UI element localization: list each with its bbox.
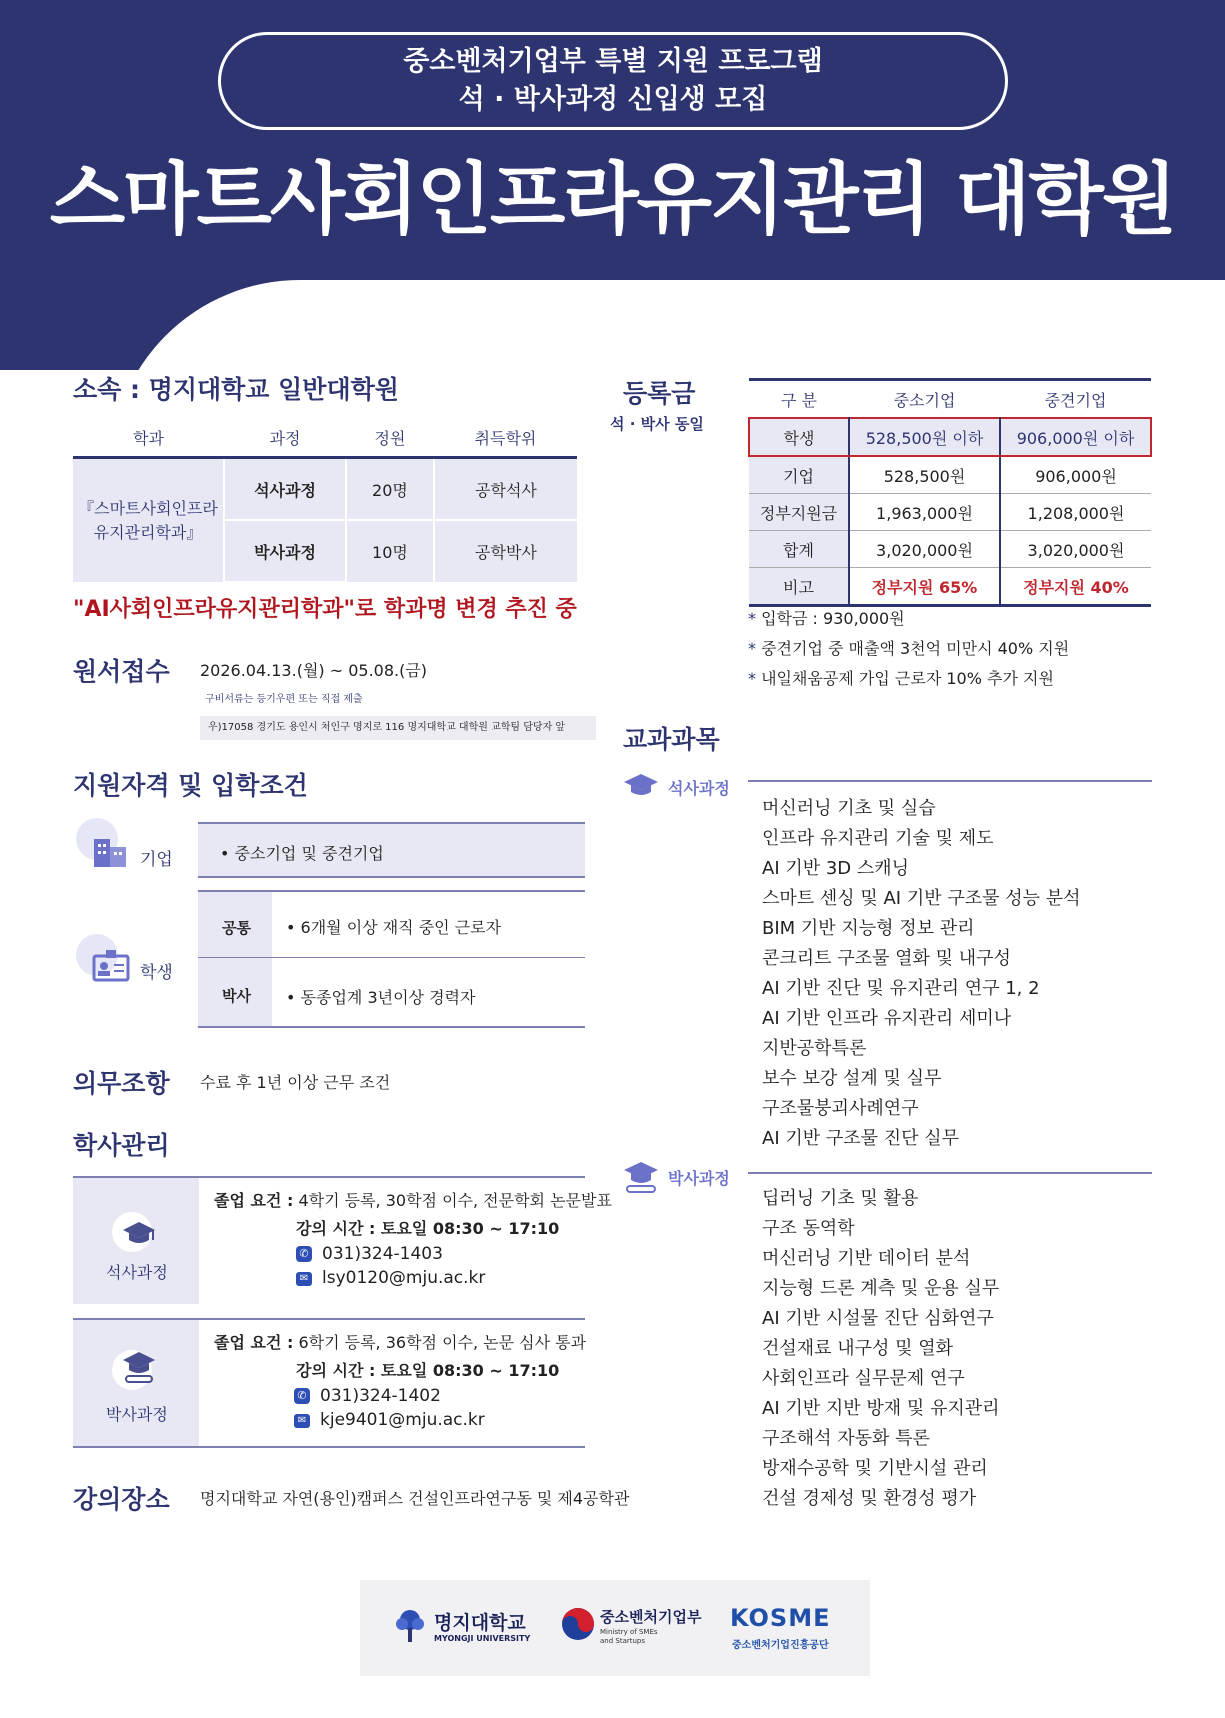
course-item: 딥러닝 기초 및 활용 (762, 1188, 919, 1209)
phd-item: • 동종업계 3년이상 경력자 (286, 988, 476, 1007)
rename-notice: "AI사회인프라유지관리학과"로 학과명 변경 추진 중 (73, 597, 577, 622)
venue-text: 명지대학교 자연(용인)캠퍼스 건설인프라연구동 및 제4공학관 (200, 1489, 630, 1508)
sme-cell: 1,963,000원 (849, 494, 1000, 531)
divider (748, 1172, 1152, 1174)
course-item: AI 기반 구조물 진단 실무 (762, 1128, 959, 1149)
tuition-table (748, 378, 1152, 607)
tuition-heading: 등록금 (623, 379, 696, 408)
graduation-scroll-icon (623, 1160, 659, 1196)
req-label: 졸업 요건 : (214, 1333, 294, 1352)
course-item: 콘크리트 구조물 열화 및 내구성 (762, 948, 1011, 969)
affiliation-heading: 소속 : 명지대학교 일반대학원 (73, 375, 399, 404)
course-item: AI 기반 인프라 유지관리 세미나 (762, 1008, 1012, 1029)
table-row (749, 494, 1151, 531)
mid-cell: 906,000원 이하 (1000, 418, 1151, 456)
graduation-scroll-icon (122, 1350, 156, 1386)
company-item: • 중소기업 및 중견기업 (220, 844, 384, 863)
req-text: 6학기 등록, 36학점 이수, 논문 심사 통과 (298, 1333, 587, 1352)
pill-line-2: 석 · 박사과정 신입생 모집 (458, 84, 768, 115)
footer-logos (360, 1580, 870, 1676)
col-category: 구 분 (749, 380, 849, 419)
building-icon (92, 835, 132, 869)
mss-en-1: Ministry of SMEs (600, 1628, 658, 1636)
note-text: 입학금 : 930,000원 (761, 609, 905, 628)
mail-icon: ✉ (296, 1272, 312, 1286)
application-heading: 원서접수 (73, 657, 170, 686)
quota-cell: 20명 (346, 458, 434, 521)
course-cell: 박사과정 (224, 520, 346, 582)
mss-en-2: and Startups (600, 1637, 646, 1645)
kosme-name: 중소벤처기업진흥공단 (732, 1640, 829, 1651)
graduation-cap-icon (623, 772, 659, 800)
eligibility-heading: 지원자격 및 입학조건 (73, 771, 308, 800)
table-row (73, 458, 577, 521)
note-text: 중견기업 중 매출액 3천억 미만시 40% 지원 (761, 639, 1070, 658)
company-label: 기업 (140, 850, 173, 870)
master-phone[interactable]: 031)324-1403 (322, 1244, 443, 1264)
dept-cell (73, 458, 224, 583)
mid-cell: 1,208,000원 (1000, 494, 1151, 531)
header-pill (218, 32, 1008, 130)
dept-line-2: 유지관리학과』 (93, 522, 203, 542)
row-label: 기업 (749, 456, 849, 494)
graduation-cap-icon (122, 1220, 156, 1248)
degree-cell: 공학박사 (434, 520, 577, 582)
divider (73, 1446, 585, 1448)
course-item: 사회인프라 실무문제 연구 (762, 1368, 965, 1389)
course-item: 지능형 드론 계측 및 운용 실무 (762, 1278, 1000, 1299)
note-item: * 중견기업 중 매출액 3천억 미만시 40% 지원 (748, 639, 1070, 658)
sme-cell: 528,500원 (849, 456, 1000, 494)
course-item: AI 기반 3D 스캐닝 (762, 858, 910, 879)
col-quota: 정원 (346, 418, 434, 458)
note-item: * 입학금 : 930,000원 (748, 609, 905, 628)
divider (748, 780, 1152, 782)
mid-cell: 정부지원 40% (1000, 568, 1151, 606)
mid-cell: 906,000원 (1000, 456, 1151, 494)
course-item: 머신러닝 기초 및 실습 (762, 798, 936, 819)
phd-email[interactable]: kje9401@mju.ac.kr (320, 1410, 485, 1430)
master-label: 석사과정 (106, 1263, 168, 1282)
table-row (749, 418, 1151, 456)
course-item: AI 기반 진단 및 유지관리 연구 1, 2 (762, 978, 1040, 999)
sme-cell: 528,500원 이하 (849, 418, 1000, 456)
program-table (73, 418, 577, 583)
pill-line-1: 중소벤처기업부 특별 지원 프로그램 (403, 46, 823, 77)
course-item: 인프라 유지관리 기술 및 제도 (762, 828, 994, 849)
mss-name: 중소벤처기업부 (600, 1608, 702, 1626)
col-degree: 취득학위 (434, 418, 577, 458)
phd-time: 강의 시간 : 토요일 08:30 ~ 17:10 (296, 1361, 560, 1380)
row-label: 비고 (749, 568, 849, 606)
master-time: 강의 시간 : 토요일 08:30 ~ 17:10 (296, 1219, 560, 1238)
course-item: 구조물붕괴사례연구 (762, 1098, 919, 1119)
row-label: 합계 (749, 531, 849, 568)
tuition-sub: 석 · 박사 동일 (610, 415, 704, 433)
application-period: 2026.04.13.(월) ~ 05.08.(금) (200, 661, 428, 680)
company-item-text: 중소기업 및 중견기업 (234, 844, 384, 863)
common-label: 공통 (222, 919, 251, 937)
phd-curriculum-label: 박사과정 (668, 1169, 730, 1188)
id-card-icon (92, 948, 132, 984)
col-mid: 중견기업 (1000, 380, 1151, 419)
page-title: 스마트사회인프라유지관리 대학원 (49, 155, 1176, 245)
kosme-logo: KOSME (730, 1604, 831, 1632)
obligation-heading: 의무조항 (73, 1069, 170, 1098)
table-row (749, 456, 1151, 494)
col-course: 과정 (224, 418, 346, 458)
req-text: 4학기 등록, 30학점 이수, 전문학회 논문발표 (298, 1191, 612, 1210)
table-row (749, 531, 1151, 568)
sme-cell: 정부지원 65% (849, 568, 1000, 606)
phone-icon: ✆ (294, 1388, 310, 1404)
row-label: 정부지원금 (749, 494, 849, 531)
phd-req (214, 1330, 586, 1353)
course-item: AI 기반 지반 방재 및 유지관리 (762, 1398, 1000, 1419)
master-curriculum-label: 석사과정 (668, 779, 730, 798)
mju-name: 명지대학교 (434, 1612, 526, 1634)
sme-cell: 3,020,000원 (849, 531, 1000, 568)
application-note: 구비서류는 등기우편 또는 직접 제출 (205, 694, 363, 705)
mid-cell: 3,020,000원 (1000, 531, 1151, 568)
course-item: 방재수공학 및 기반시설 관리 (762, 1458, 988, 1479)
table-row (749, 568, 1151, 606)
quota-cell: 10명 (346, 520, 434, 582)
course-item: 스마트 센싱 및 AI 기반 구조물 성능 분석 (762, 888, 1081, 909)
phd-course-label: 박사과정 (106, 1405, 168, 1424)
phd-item-text: 동종업계 3년이상 경력자 (300, 988, 476, 1007)
course-item: 지반공학특론 (762, 1038, 867, 1059)
common-item-text: 6개월 이상 재직 중인 근로자 (300, 918, 502, 937)
mail-address: 우)17058 경기도 용인시 처인구 명지로 116 명지대학교 대학원 교학팀 담당자 앞 (200, 716, 596, 740)
phd-course-list (762, 1184, 1000, 1514)
row-label: 학생 (749, 418, 849, 456)
phd-phone[interactable]: 031)324-1402 (320, 1386, 441, 1406)
common-item: • 6개월 이상 재직 중인 근로자 (286, 918, 502, 937)
req-label: 졸업 요건 : (214, 1191, 294, 1210)
course-cell: 석사과정 (224, 458, 346, 521)
divider (198, 1026, 585, 1028)
note-text: 내일채움공제 가입 근로자 10% 추가 지원 (761, 669, 1054, 688)
master-req (214, 1188, 612, 1211)
course-item: 구조해석 자동화 특론 (762, 1428, 930, 1449)
venue-heading: 강의장소 (73, 1485, 170, 1514)
curriculum-heading: 교과과목 (623, 725, 720, 754)
course-item: 건설 경제성 및 환경성 평가 (762, 1488, 977, 1509)
master-course-list (762, 794, 1081, 1154)
divider (198, 957, 585, 958)
col-sme: 중소기업 (849, 380, 1000, 419)
obligation-text: 수료 후 1년 이상 근무 조건 (200, 1073, 391, 1092)
degree-cell: 공학석사 (434, 458, 577, 521)
dept-line-1: 『스마트사회인프라 (78, 498, 218, 518)
taegeuk-icon (560, 1606, 596, 1642)
note-item: * 내일채움공제 가입 근로자 10% 추가 지원 (748, 669, 1054, 688)
mju-tree-icon (392, 1608, 428, 1644)
phd-label: 박사 (222, 987, 251, 1005)
course-item: BIM 기반 지능형 정보 관리 (762, 918, 975, 939)
course-item: 보수 보강 설계 및 실무 (762, 1068, 942, 1089)
master-email[interactable]: lsy0120@mju.ac.kr (322, 1268, 486, 1288)
col-dept: 학과 (73, 418, 224, 458)
course-item: AI 기반 시설물 진단 심화연구 (762, 1308, 994, 1329)
course-item: 머신러닝 기반 데이터 분석 (762, 1248, 971, 1269)
divider (198, 876, 585, 878)
course-item: 건설재료 내구성 및 열화 (762, 1338, 954, 1359)
course-item: 구조 동역학 (762, 1218, 855, 1239)
mju-en: MYONGJI UNIVERSITY (434, 1634, 531, 1643)
student-label: 학생 (140, 963, 173, 983)
tuition-notes (748, 604, 1069, 694)
phone-icon: ✆ (296, 1246, 312, 1262)
academic-heading: 학사관리 (73, 1131, 170, 1160)
mail-icon: ✉ (294, 1414, 310, 1428)
